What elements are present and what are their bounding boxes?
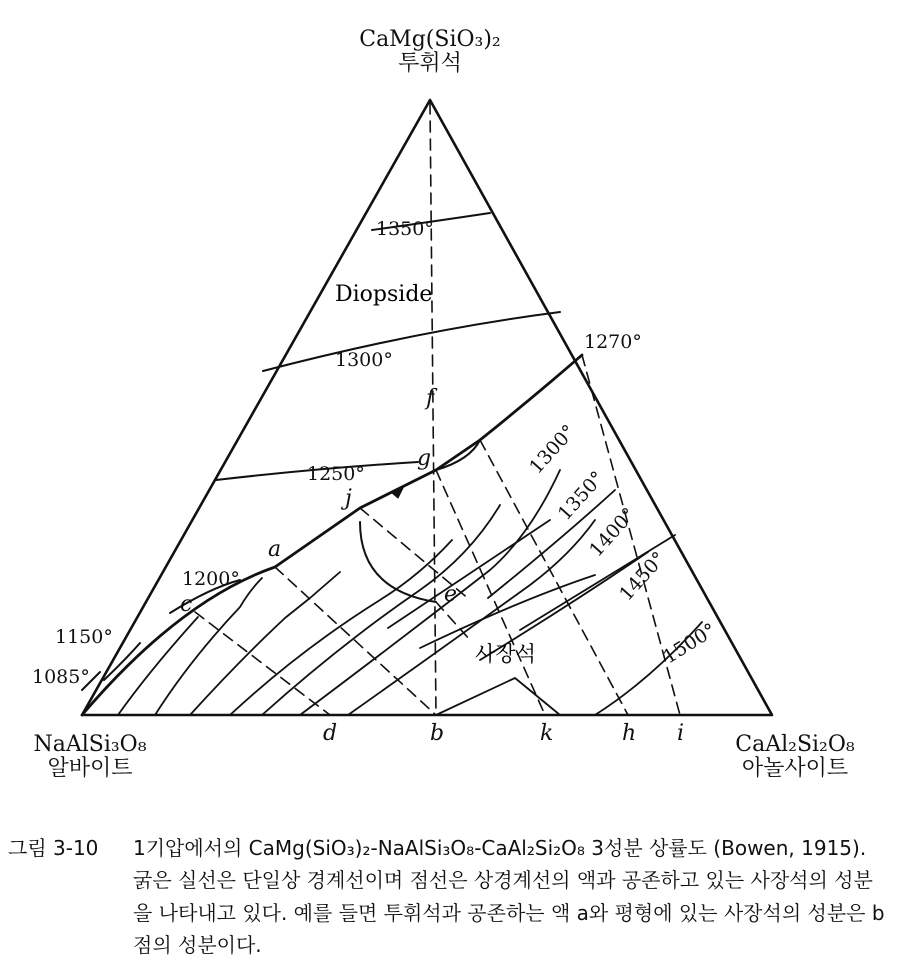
isotherm-1150 <box>104 643 140 680</box>
region-plagioclase: 사장석 <box>475 642 536 666</box>
label-1200: 1200° <box>182 568 240 590</box>
point-d: d <box>323 721 338 746</box>
label-1300-upper: 1300° <box>335 349 393 371</box>
point-h: h <box>622 721 637 746</box>
point-e: e <box>444 582 458 607</box>
region-diopside: Diopside <box>335 282 433 307</box>
albite-formula: NaAlSi₃O₈ <box>33 732 147 757</box>
label-1250: 1250° <box>307 463 365 485</box>
label-1350: 1350° <box>376 218 434 240</box>
point-a: a <box>268 537 282 562</box>
tie-line-e <box>436 602 470 640</box>
label-1270: 1270° <box>584 331 642 353</box>
plag-isotherm-7 <box>348 520 595 715</box>
point-f: f <box>426 386 435 411</box>
anorthite-korean-name: 아놀사이트 <box>741 756 849 782</box>
plag-isotherm-8 <box>436 678 560 715</box>
label-1300-right: 1300° <box>525 420 581 479</box>
point-j: j <box>345 486 352 511</box>
albite-korean-name: 알바이트 <box>47 756 133 782</box>
anorthite-formula: CaAl₂Si₂O₈ <box>735 732 855 757</box>
label-1450: 1450° <box>615 547 671 606</box>
diopside-korean-name: 투휘석 <box>398 51 462 77</box>
point-k: k <box>540 721 554 746</box>
point-i: i <box>677 721 685 746</box>
point-g: g <box>417 446 432 471</box>
caption-text: 1기압에서의 CaMg(SiO₃)₂-NaAlSi₃O₈-CaAl₂Si₂O₈ 3성분 상률도 (Bowen, 1915). 굵은 실선은 단일상 경계선이며 점선은 상경계선의 액과 공존하고 있는 사장석의 성분을 나타내고 있다. 예를 들면 투휘석과 공존하는 액 a와 평형에 있는 사장석의 성분은 b점의 성분이다. <box>133 836 885 958</box>
plag-isotherm-5 <box>262 505 500 715</box>
label-1150: 1150° <box>55 626 113 648</box>
isotherm-1300-upper <box>263 312 560 371</box>
curve-j-e <box>360 522 436 602</box>
label-1350-right: 1350° <box>553 467 609 525</box>
caption-label: 그림 3-10 <box>8 836 99 860</box>
point-c: c <box>180 592 193 617</box>
label-1400: 1400° <box>585 503 641 562</box>
tie-line-c-d <box>195 612 330 715</box>
label-1500: 1500° <box>659 619 721 669</box>
label-1085: 1085° <box>32 666 90 688</box>
plag-isotherm-12 <box>388 520 550 628</box>
tie-line-a-b <box>275 567 436 715</box>
diopside-formula: CaMg(SiO₃)₂ <box>359 27 501 52</box>
point-b: b <box>430 721 445 746</box>
